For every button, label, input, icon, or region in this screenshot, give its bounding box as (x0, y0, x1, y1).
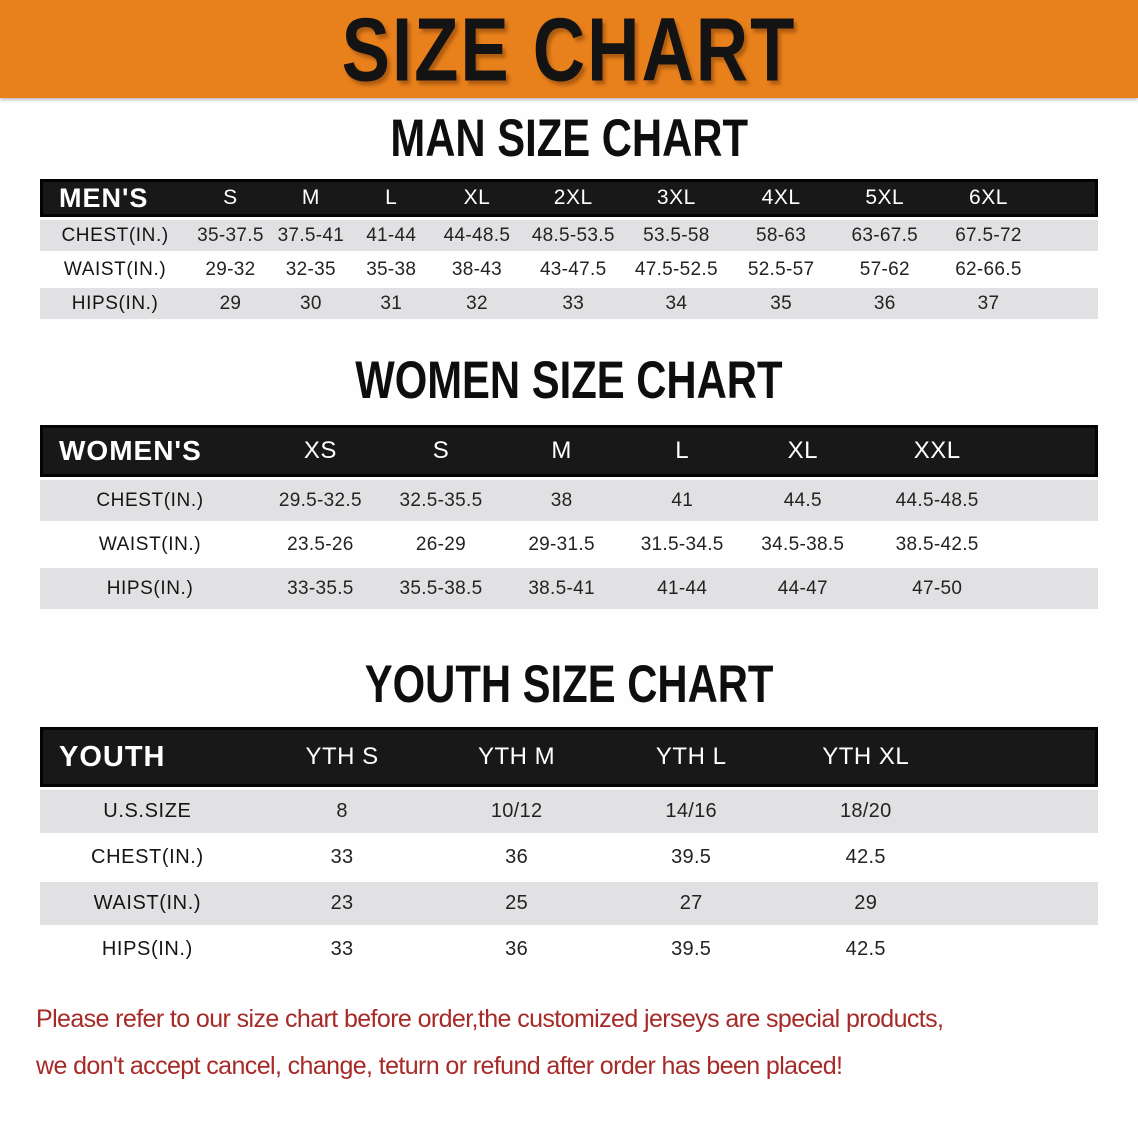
men-value-cell: 31 (351, 288, 431, 319)
youth-row-filler (953, 928, 1098, 971)
women-size-col-m: M (501, 425, 622, 477)
youth-value-cell: 39.5 (604, 836, 779, 879)
women-size-col-xs: XS (260, 425, 381, 477)
men-value-cell: 35 (729, 288, 834, 319)
youth-value-cell: 18/20 (778, 790, 953, 833)
men-value-cell: 29-32 (190, 254, 270, 285)
women-value-cell: 35.5-38.5 (381, 568, 502, 609)
men-section-heading (0, 109, 1138, 168)
women-data-row-0 (40, 480, 1098, 521)
youth-value-cell: 42.5 (778, 836, 953, 879)
women-value-cell: 44-47 (743, 568, 864, 609)
men-value-cell: 48.5-53.5 (522, 220, 624, 251)
women-size-col-s: S (381, 425, 502, 477)
women-data-row-2 (40, 568, 1098, 609)
youth-value-cell: 29 (778, 882, 953, 925)
women-value-cell: 38.5-42.5 (863, 524, 1011, 565)
women-row-label: CHEST(IN.) (40, 480, 260, 521)
men-value-cell: 29 (190, 288, 270, 319)
men-header-row (40, 179, 1098, 217)
youth-row-filler (953, 790, 1098, 833)
men-row-label: WAIST(IN.) (40, 254, 190, 285)
women-size-table (40, 422, 1098, 612)
men-value-cell: 32-35 (271, 254, 351, 285)
women-row-label: WAIST(IN.) (40, 524, 260, 565)
men-value-cell: 37 (936, 288, 1041, 319)
youth-size-col-yth-xl: YTH XL (778, 727, 953, 787)
youth-header-row (40, 727, 1098, 787)
men-value-cell: 35-37.5 (190, 220, 270, 251)
youth-data-row-1 (40, 836, 1098, 879)
youth-value-cell: 8 (255, 790, 430, 833)
men-size-col-s: S (190, 179, 270, 217)
youth-value-cell: 14/16 (604, 790, 779, 833)
women-value-cell: 44.5 (743, 480, 864, 521)
women-table-title: WOMEN'S (40, 425, 260, 477)
women-value-cell: 29-31.5 (501, 524, 622, 565)
men-table-title: MEN'S (40, 179, 190, 217)
women-value-cell: 38 (501, 480, 622, 521)
banner (0, 0, 1138, 98)
men-header-filler (1041, 179, 1098, 217)
women-data-row-1 (40, 524, 1098, 565)
men-data-row-1 (40, 254, 1098, 285)
youth-value-cell: 42.5 (778, 928, 953, 971)
youth-value-cell: 25 (429, 882, 604, 925)
women-value-cell: 33-35.5 (260, 568, 381, 609)
men-size-col-l: L (351, 179, 431, 217)
men-size-col-xl: XL (431, 179, 522, 217)
men-value-cell: 43-47.5 (522, 254, 624, 285)
men-size-col-2xl: 2XL (522, 179, 624, 217)
men-size-col-5xl: 5XL (833, 179, 936, 217)
men-value-cell: 53.5-58 (624, 220, 729, 251)
youth-row-filler (953, 882, 1098, 925)
men-value-cell: 33 (522, 288, 624, 319)
youth-row-filler (953, 836, 1098, 879)
men-row-filler (1041, 288, 1098, 319)
men-row-filler (1041, 254, 1098, 285)
men-data-row-2 (40, 288, 1098, 319)
men-value-cell: 36 (833, 288, 936, 319)
youth-value-cell: 23 (255, 882, 430, 925)
men-value-cell: 32 (431, 288, 522, 319)
women-value-cell: 34.5-38.5 (743, 524, 864, 565)
men-row-label: HIPS(IN.) (40, 288, 190, 319)
disclaimer (36, 996, 1102, 1090)
women-row-filler (1011, 480, 1098, 521)
women-value-cell: 47-50 (863, 568, 1011, 609)
youth-data-row-3 (40, 928, 1098, 971)
men-value-cell: 47.5-52.5 (624, 254, 729, 285)
women-value-cell: 44.5-48.5 (863, 480, 1011, 521)
men-value-cell: 37.5-41 (271, 220, 351, 251)
women-value-cell: 29.5-32.5 (260, 480, 381, 521)
men-value-cell: 30 (271, 288, 351, 319)
men-value-cell: 52.5-57 (729, 254, 834, 285)
women-value-cell: 38.5-41 (501, 568, 622, 609)
men-section-heading-text: MAN SIZE CHART (390, 109, 748, 168)
men-value-cell: 57-62 (833, 254, 936, 285)
youth-row-label: WAIST(IN.) (40, 882, 255, 925)
youth-data-row-0 (40, 790, 1098, 833)
youth-value-cell: 10/12 (429, 790, 604, 833)
men-row-filler (1041, 220, 1098, 251)
women-row-filler (1011, 568, 1098, 609)
women-value-cell: 32.5-35.5 (381, 480, 502, 521)
men-size-col-m: M (271, 179, 351, 217)
women-size-col-xl: XL (743, 425, 864, 477)
women-section-heading-text: WOMEN SIZE CHART (355, 351, 783, 410)
youth-value-cell: 36 (429, 928, 604, 971)
youth-row-label: HIPS(IN.) (40, 928, 255, 971)
youth-value-cell: 33 (255, 928, 430, 971)
men-value-cell: 34 (624, 288, 729, 319)
men-value-cell: 58-63 (729, 220, 834, 251)
disclaimer-line-1: Please refer to our size chart before order,the customized jerseys are special products, (36, 1005, 944, 1033)
women-header-filler (1011, 425, 1098, 477)
youth-size-col-yth-l: YTH L (604, 727, 779, 787)
youth-row-label: U.S.SIZE (40, 790, 255, 833)
men-size-col-4xl: 4XL (729, 179, 834, 217)
men-value-cell: 44-48.5 (431, 220, 522, 251)
youth-section-heading-text: YOUTH SIZE CHART (364, 655, 774, 714)
women-section-heading (0, 351, 1138, 410)
women-row-label: HIPS(IN.) (40, 568, 260, 609)
youth-value-cell: 36 (429, 836, 604, 879)
men-value-cell: 62-66.5 (936, 254, 1041, 285)
women-value-cell: 41-44 (622, 568, 743, 609)
women-header-row (40, 425, 1098, 477)
youth-value-cell: 33 (255, 836, 430, 879)
men-size-table (40, 176, 1098, 322)
youth-row-label: CHEST(IN.) (40, 836, 255, 879)
youth-value-cell: 27 (604, 882, 779, 925)
women-row-filler (1011, 524, 1098, 565)
youth-size-col-yth-s: YTH S (255, 727, 430, 787)
women-value-cell: 26-29 (381, 524, 502, 565)
youth-size-col-yth-m: YTH M (429, 727, 604, 787)
men-size-col-6xl: 6XL (936, 179, 1041, 217)
women-size-col-xxl: XXL (863, 425, 1011, 477)
women-value-cell: 31.5-34.5 (622, 524, 743, 565)
men-value-cell: 67.5-72 (936, 220, 1041, 251)
youth-data-row-2 (40, 882, 1098, 925)
men-value-cell: 63-67.5 (833, 220, 936, 251)
women-value-cell: 41 (622, 480, 743, 521)
men-value-cell: 35-38 (351, 254, 431, 285)
youth-value-cell: 39.5 (604, 928, 779, 971)
women-value-cell: 23.5-26 (260, 524, 381, 565)
men-size-col-3xl: 3XL (624, 179, 729, 217)
youth-size-table (40, 724, 1098, 974)
youth-section-heading (0, 655, 1138, 714)
women-size-col-l: L (622, 425, 743, 477)
men-data-row-0 (40, 220, 1098, 251)
men-value-cell: 38-43 (431, 254, 522, 285)
youth-table-title: YOUTH (40, 727, 255, 787)
banner-title: SIZE CHART (341, 0, 797, 100)
men-value-cell: 41-44 (351, 220, 431, 251)
men-row-label: CHEST(IN.) (40, 220, 190, 251)
disclaimer-line-2: we don't accept cancel, change, teturn or refund after order has been placed! (36, 1052, 843, 1080)
youth-header-filler (953, 727, 1098, 787)
